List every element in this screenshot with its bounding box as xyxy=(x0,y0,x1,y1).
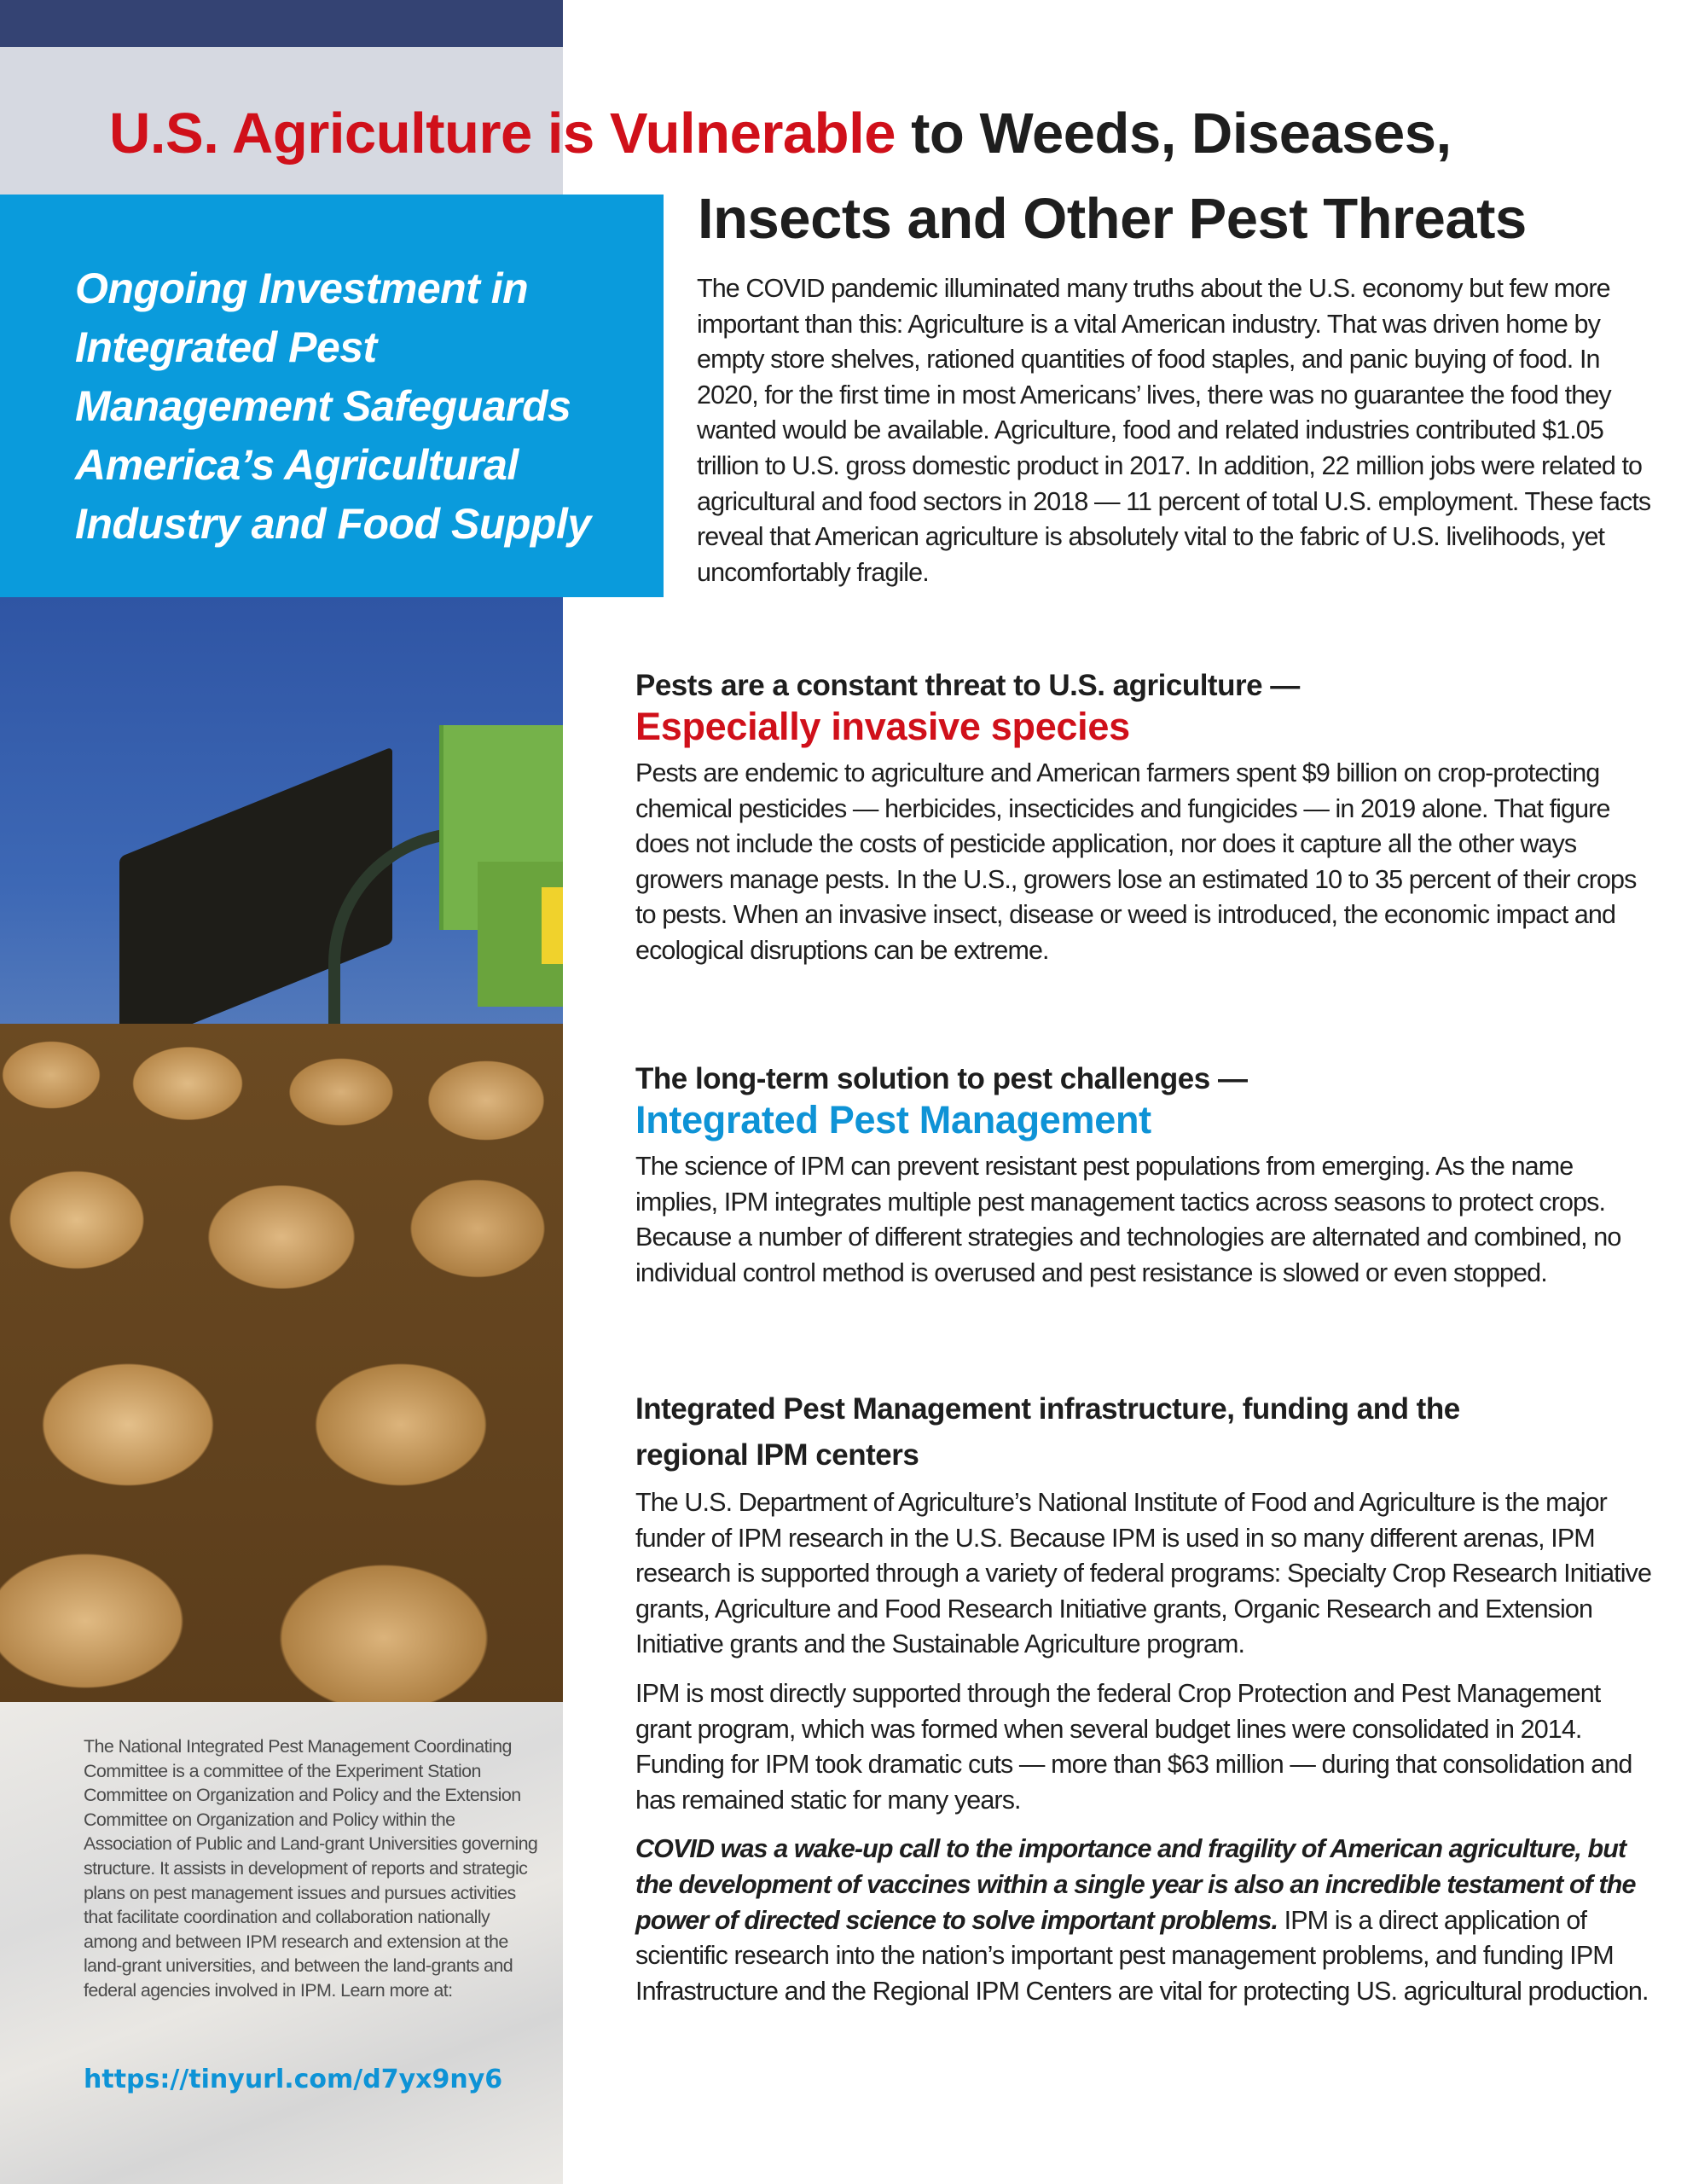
intro-paragraph: The COVID pandemic illuminated many truths about the U.S. economy but few more important than this: Agriculture is a vital American industry. That was driven home by empty store shelves, rationed quantities of food staples, and panic buying of food. In 2020, for the first time in most Americans’ lives, there was no guarantee the food they wanted would be available. Agriculture, food and related industries contributed $1.05 trillion to U.S. gross domestic product in 2017. In addition, 22 million jobs were related to agricultural and food sectors in 2018 — 11 percent of total U.S. employment. These facts reveal that American agriculture is absolutely vital to the fabric of U.S. livelihoods, yet uncomfortably fragile. xyxy=(697,274,1651,587)
section-body: The U.S. Department of Agriculture’s National Institute of Food and Agriculture is the major funder of IPM research in the U.S. Because IPM is used in so many different arenas, IPM research is supported through a variety of federal programs: Specialty Crop Research Initiative grants, Agriculture and Food Research Initiative grants, Organic Research and Extension Initiative grants and the Sustainable Agriculture program. xyxy=(635,1488,1652,1659)
section-pests xyxy=(635,667,1659,969)
page-title-line2: Insects and Other Pest Threats xyxy=(698,187,1527,251)
page-title xyxy=(109,94,1653,174)
section-heading: Pests are a constant threat to U.S. agriculture — xyxy=(635,669,1300,702)
section-heading: The long-term solution to pest challenges — xyxy=(635,1062,1248,1095)
sidebar-headline: Ongoing Investment in Integrated Pest Management Safeguards America’s Agricultural Industry and Food Supply xyxy=(75,264,591,548)
navy-band xyxy=(0,0,563,47)
closing-emphasis: COVID was a wake-up call to the importance and fragility of American agriculture, but the development of vaccines within a single year is also an incredible testament of the power of directed science to solve important problems. xyxy=(635,1834,1636,1935)
closing-rest: IPM is a direct application of scientific research into the nation’s important pest management problems, and funding IPM Infrastructure and the Regional IPM Centers are vital for protecting US. agricultural production. xyxy=(635,1905,1649,2006)
closing-paragraph xyxy=(635,1832,1659,2009)
section-subheading: Especially invasive species xyxy=(635,705,1130,748)
committee-caption: The National Integrated Pest Management Coordinating Committee is a committee of the Experiment Station Committee on Organization and Policy and the Extension Committee on Organization and Policy within the Association of Public and Land-grant Universities governing structure. It assists in development of reports and strategic plans on pest management issues and pursues activities that facilitate coordination and collaboration nationally among and between IPM research and extension at the land-grant universities, and between the land-grants and federal agencies involved in IPM. Learn more at: xyxy=(84,1736,538,2001)
section-body-2: IPM is most directly supported through the federal Crop Protection and Pest Management grant program, which was formed when several budget lines were consolidated in 2014. Funding for IPM took dramatic cuts — more than $63 million — during that consolidation and has remained static for many years. xyxy=(635,1678,1632,1815)
title-rest: to Weeds, Diseases, xyxy=(896,102,1452,166)
section-heading: Integrated Pest Management infrastructure, funding and the regional IPM centers xyxy=(635,1392,1460,1472)
potato-harvest-photo xyxy=(0,597,563,1702)
warning-sign-icon xyxy=(542,887,563,964)
title-highlight: U.S. Agriculture is Vulnerable xyxy=(109,102,896,166)
learn-more-link[interactable]: https://tinyurl.com/d7yx9ny6 xyxy=(84,2065,503,2094)
section-infrastructure xyxy=(635,1386,1659,2009)
section-body: The science of IPM can prevent resistant pest populations from emerging. As the name implies, IPM integrates multiple pest management tactics across seasons to protect crops. Because a number of different strategies and technologies are alternated and combined, no individual control method is overused and pest resistance is slowed or even stopped. xyxy=(635,1152,1621,1287)
section-body: Pests are endemic to agriculture and American farmers spent $9 billion on crop-protecting chemical pesticides — herbicides, insecticides and fungicides — in 2019 alone. That figure does not include the costs of pesticide application, nor does it capture all the other ways growers manage pests. In the U.S., growers lose an estimated 10 to 35 percent of their crops to pests. When an invasive insect, disease or weed is introduced, the economic impact and ecological disruptions can be extreme. xyxy=(635,758,1637,965)
section-subheading: Integrated Pest Management xyxy=(635,1098,1151,1141)
section-ipm xyxy=(635,1060,1659,1291)
potato-pile xyxy=(0,1024,563,1702)
